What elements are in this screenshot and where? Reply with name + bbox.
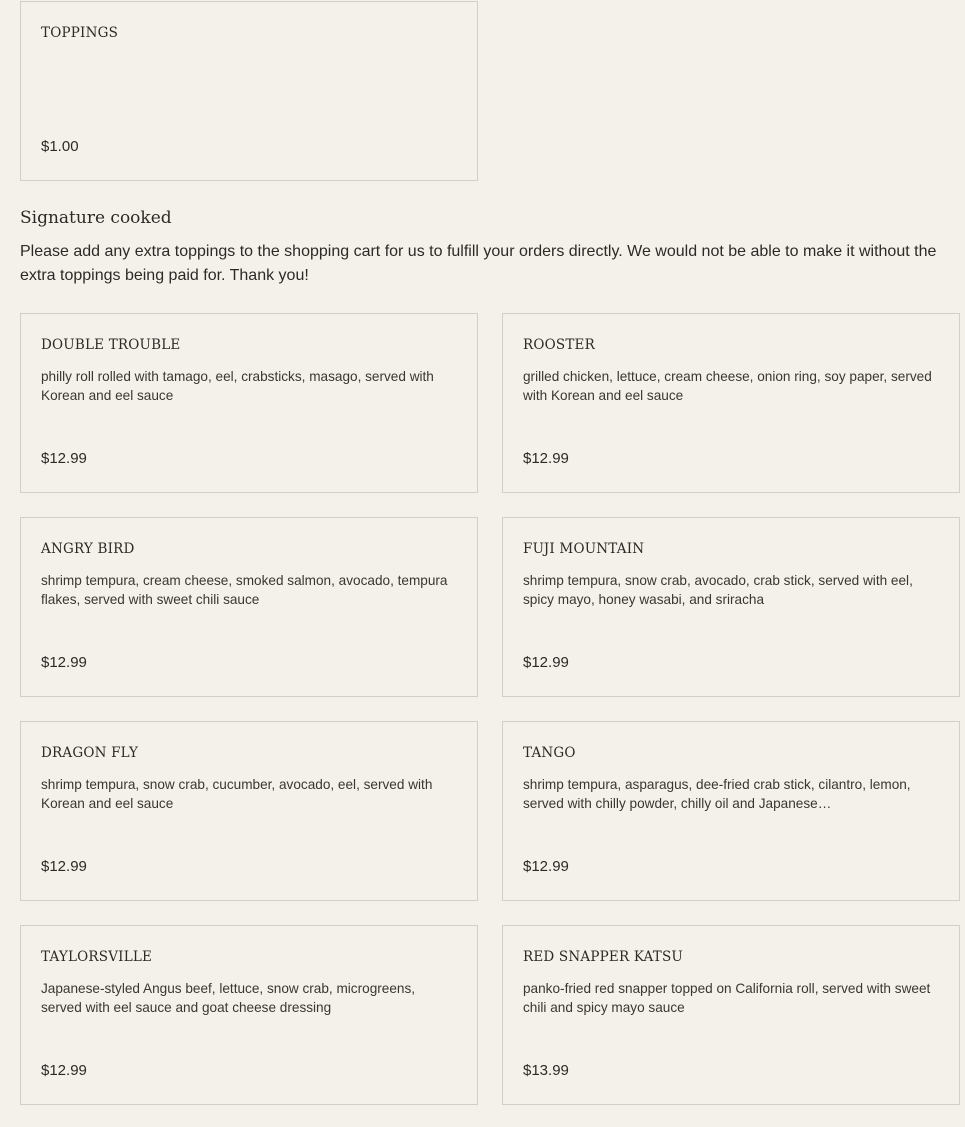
menu-item-description: panko-fried red snapper topped on California roll, served with sweet chili and spicy mayo sauce — [523, 981, 931, 1015]
menu-item-card[interactable] — [20, 721, 478, 901]
menu-item-price: $12.99 — [523, 450, 569, 467]
menu-item-title: TANGO — [523, 745, 576, 761]
menu-item-price: $1.00 — [41, 138, 79, 155]
menu-item-price: $13.99 — [523, 1062, 569, 1079]
menu-item-price: $12.99 — [41, 1062, 87, 1079]
section-note: Please add any extra toppings to the shopping cart for us to fulfill your orders directly. We would not be able to make it without the extra toppings being paid for. Thank you! — [20, 243, 937, 284]
menu-item-price: $12.99 — [41, 858, 87, 875]
menu-item-price: $12.99 — [523, 654, 569, 671]
menu-item-card[interactable] — [502, 925, 960, 1105]
menu-item-description: philly roll rolled with tamago, eel, crabsticks, masago, served with Korean and eel sauce — [41, 369, 434, 403]
menu-item-title: DOUBLE TROUBLE — [41, 337, 181, 353]
menu-item-description: shrimp tempura, asparagus, dee-fried crab stick, cilantro, lemon, served with chilly powder, chilly oil and Japanese… — [523, 777, 911, 811]
menu-item-card[interactable] — [502, 721, 960, 901]
menu-item-card[interactable] — [20, 925, 478, 1105]
menu-item-description: Japanese-styled Angus beef, lettuce, snow crab, microgreens, served with eel sauce and goat cheese dressing — [41, 981, 416, 1015]
menu-item-title: FUJI MOUNTAIN — [523, 541, 645, 557]
menu-item-price: $12.99 — [41, 450, 87, 467]
menu-item-card[interactable] — [502, 313, 960, 493]
menu-item-description: shrimp tempura, snow crab, cucumber, avocado, eel, served with Korean and eel sauce — [41, 777, 433, 811]
menu-item-card[interactable] — [20, 313, 478, 493]
menu-item-title: DRAGON FLY — [41, 745, 139, 761]
menu-item-title: TAYLORSVILLE — [41, 949, 153, 965]
menu-item-description: shrimp tempura, snow crab, avocado, crab stick, served with eel, spicy mayo, honey wasabi, and sriracha — [523, 573, 913, 607]
section-title: Signature cooked — [20, 208, 172, 228]
menu-item-description: grilled chicken, lettuce, cream cheese, onion ring, soy paper, served with Korean and eel sauce — [523, 369, 932, 403]
menu-item-card-toppings[interactable] — [20, 1, 478, 181]
menu-item-card[interactable] — [502, 517, 960, 697]
menu-item-description: shrimp tempura, cream cheese, smoked salmon, avocado, tempura flakes, served with sweet chili sauce — [41, 573, 448, 607]
menu-item-price: $12.99 — [523, 858, 569, 875]
menu-item-price: $12.99 — [41, 654, 87, 671]
menu-item-title: ROOSTER — [523, 337, 595, 353]
menu-item-card[interactable] — [20, 517, 478, 697]
menu-item-title: TOPPINGS — [41, 25, 119, 41]
menu-item-title: RED SNAPPER KATSU — [523, 949, 684, 965]
menu-item-title: ANGRY BIRD — [41, 541, 135, 557]
